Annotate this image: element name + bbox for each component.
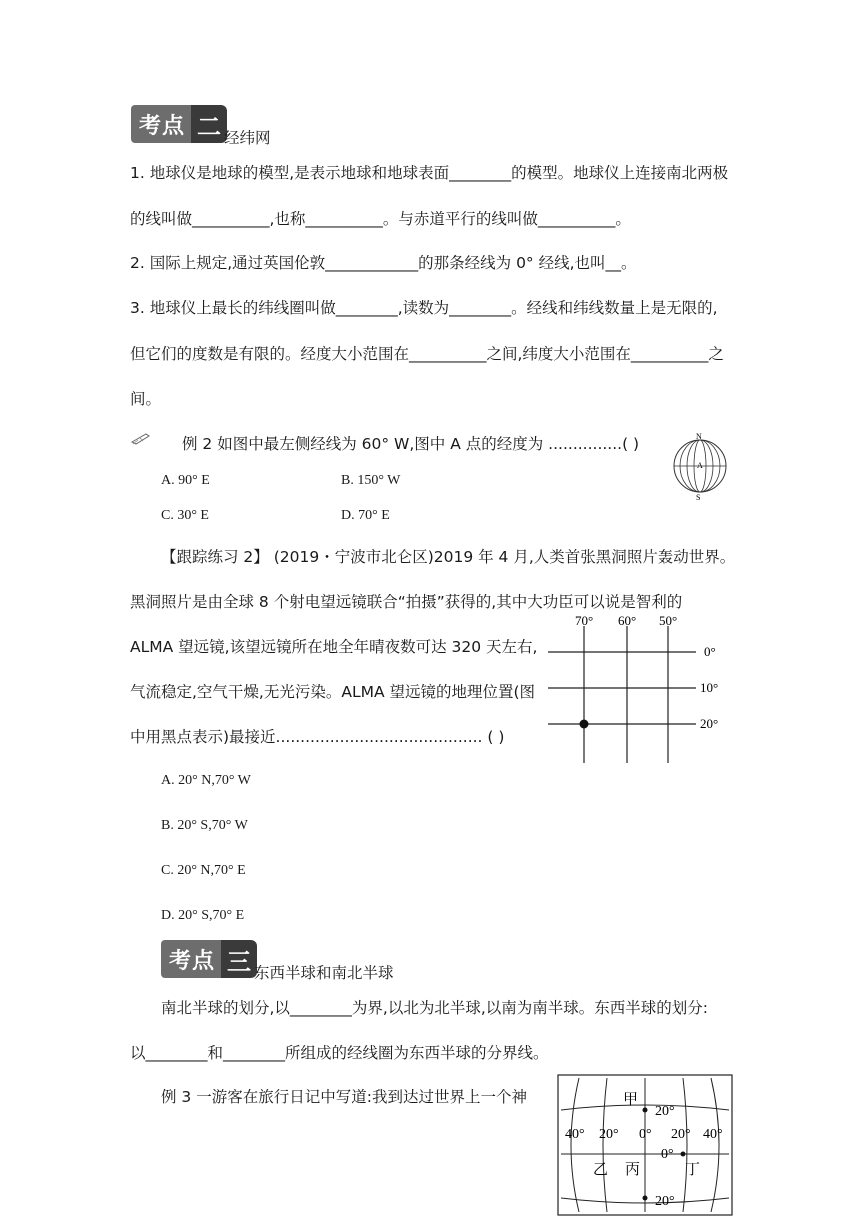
badge-label: 考点	[131, 105, 191, 143]
lat-lon-grid-figure	[540, 608, 730, 768]
question-3-line-1: 3. 地球仪上最长的纬线圈叫做________,读数为________。经线和纬线数量上是无限的,	[130, 299, 718, 317]
map-label-yi: 乙	[593, 1162, 609, 1178]
section-3-para-line-1: 南北半球的划分,以________为界,以北为北半球,以南为南半球。东西半球的划分:	[161, 999, 709, 1017]
grid-lon-60: 60°	[618, 613, 637, 628]
question-1-line-2: 的线叫做__________,也称__________。与赤道平行的线叫做__________。	[130, 210, 631, 228]
practice-option-c: C. 20° N,70° E	[161, 863, 246, 878]
badge-label: 考点	[161, 940, 221, 978]
map-lat-top: 20°	[655, 1104, 675, 1119]
map-label-ding: 丁	[685, 1162, 701, 1178]
example-2-question: 例 2 如图中最左侧经线为 60° W,图中 A 点的经度为 ...............( )	[182, 435, 640, 453]
hemisphere-map-figure	[557, 1074, 733, 1216]
section-3-para-line-2: 以________和________所组成的经线圈为东西半球的分界线。	[130, 1044, 549, 1062]
badge-number: 三	[221, 940, 257, 978]
globe-figure	[670, 430, 732, 502]
grid-lon-70: 70°	[575, 613, 594, 628]
section-title: 东西半球和南北半球	[254, 964, 394, 982]
practice-option-b: B. 20° S,70° W	[161, 818, 248, 833]
globe-a-label: A	[697, 461, 703, 470]
question-3-line-2: 但它们的度数是有限的。经度大小范围在__________之间,纬度大小范围在__________之	[130, 345, 724, 363]
option-d: D. 70° E	[341, 508, 390, 523]
grid-lon-50: 50°	[659, 613, 678, 628]
badge-number: 二	[191, 105, 227, 143]
example-3-question: 例 3 一游客在旅行日记中写道:我到达过世界上一个神	[161, 1088, 527, 1106]
alma-location-dot	[580, 720, 589, 729]
grid-lat-0: 0°	[704, 644, 716, 659]
section-title: 经纬网	[224, 129, 271, 147]
section-badge-3	[161, 940, 257, 978]
map-lon-40w: 40°	[565, 1127, 585, 1142]
question-1-line-1: 1. 地球仪是地球的模型,是表示地球和地球表面________的模型。地球仪上连接南北两极	[130, 164, 729, 182]
map-label-bing: 丙	[625, 1162, 641, 1178]
practice-2-line-2: 黑洞照片是由全球 8 个射电望远镜联合“拍摄”获得的,其中大功臣可以说是智利的	[130, 593, 683, 611]
practice-option-d: D. 20° S,70° E	[161, 908, 245, 923]
map-lat-bottom: 20°	[655, 1194, 675, 1209]
map-lon-40e: 40°	[703, 1127, 723, 1142]
map-lon-0: 0°	[639, 1127, 652, 1142]
practice-2-line-3: ALMA 望远镜,该望远镜所在地全年晴夜数可达 320 天左右,	[130, 638, 538, 656]
map-label-jia: 甲	[623, 1092, 639, 1108]
option-c: C. 30° E	[161, 508, 209, 523]
practice-2-line-4: 气流稳定,空气干燥,无光污染。ALMA 望远镜的地理位置(图	[130, 683, 536, 701]
map-lon-20w: 20°	[599, 1127, 619, 1142]
map-lon-20e: 20°	[671, 1127, 691, 1142]
practice-2-line-1: 【跟踪练习 2】 (2019・宁波市北仑区)2019 年 4 月,人类首张黑洞照片轰动世界。	[161, 548, 736, 566]
practice-option-a: A. 20° N,70° W	[161, 773, 251, 788]
map-lat-mid: 0°	[661, 1147, 674, 1162]
pen-icon	[130, 432, 152, 446]
grid-lat-10: 10°	[700, 680, 719, 695]
grid-lat-20: 20°	[700, 716, 719, 731]
question-2: 2. 国际上规定,通过英国伦敦____________的那条经线为 0° 经线,也叫__。	[130, 254, 637, 272]
question-3-line-3: 间。	[130, 390, 162, 408]
practice-2-line-5: 中用黑点表示)最接近.......................................... ( )	[130, 728, 505, 746]
globe-north-label: N	[696, 432, 702, 441]
globe-south-label: S	[696, 493, 701, 502]
option-b: B. 150° W	[341, 473, 401, 488]
option-a: A. 90° E	[161, 473, 210, 488]
section-badge-2	[131, 105, 227, 143]
